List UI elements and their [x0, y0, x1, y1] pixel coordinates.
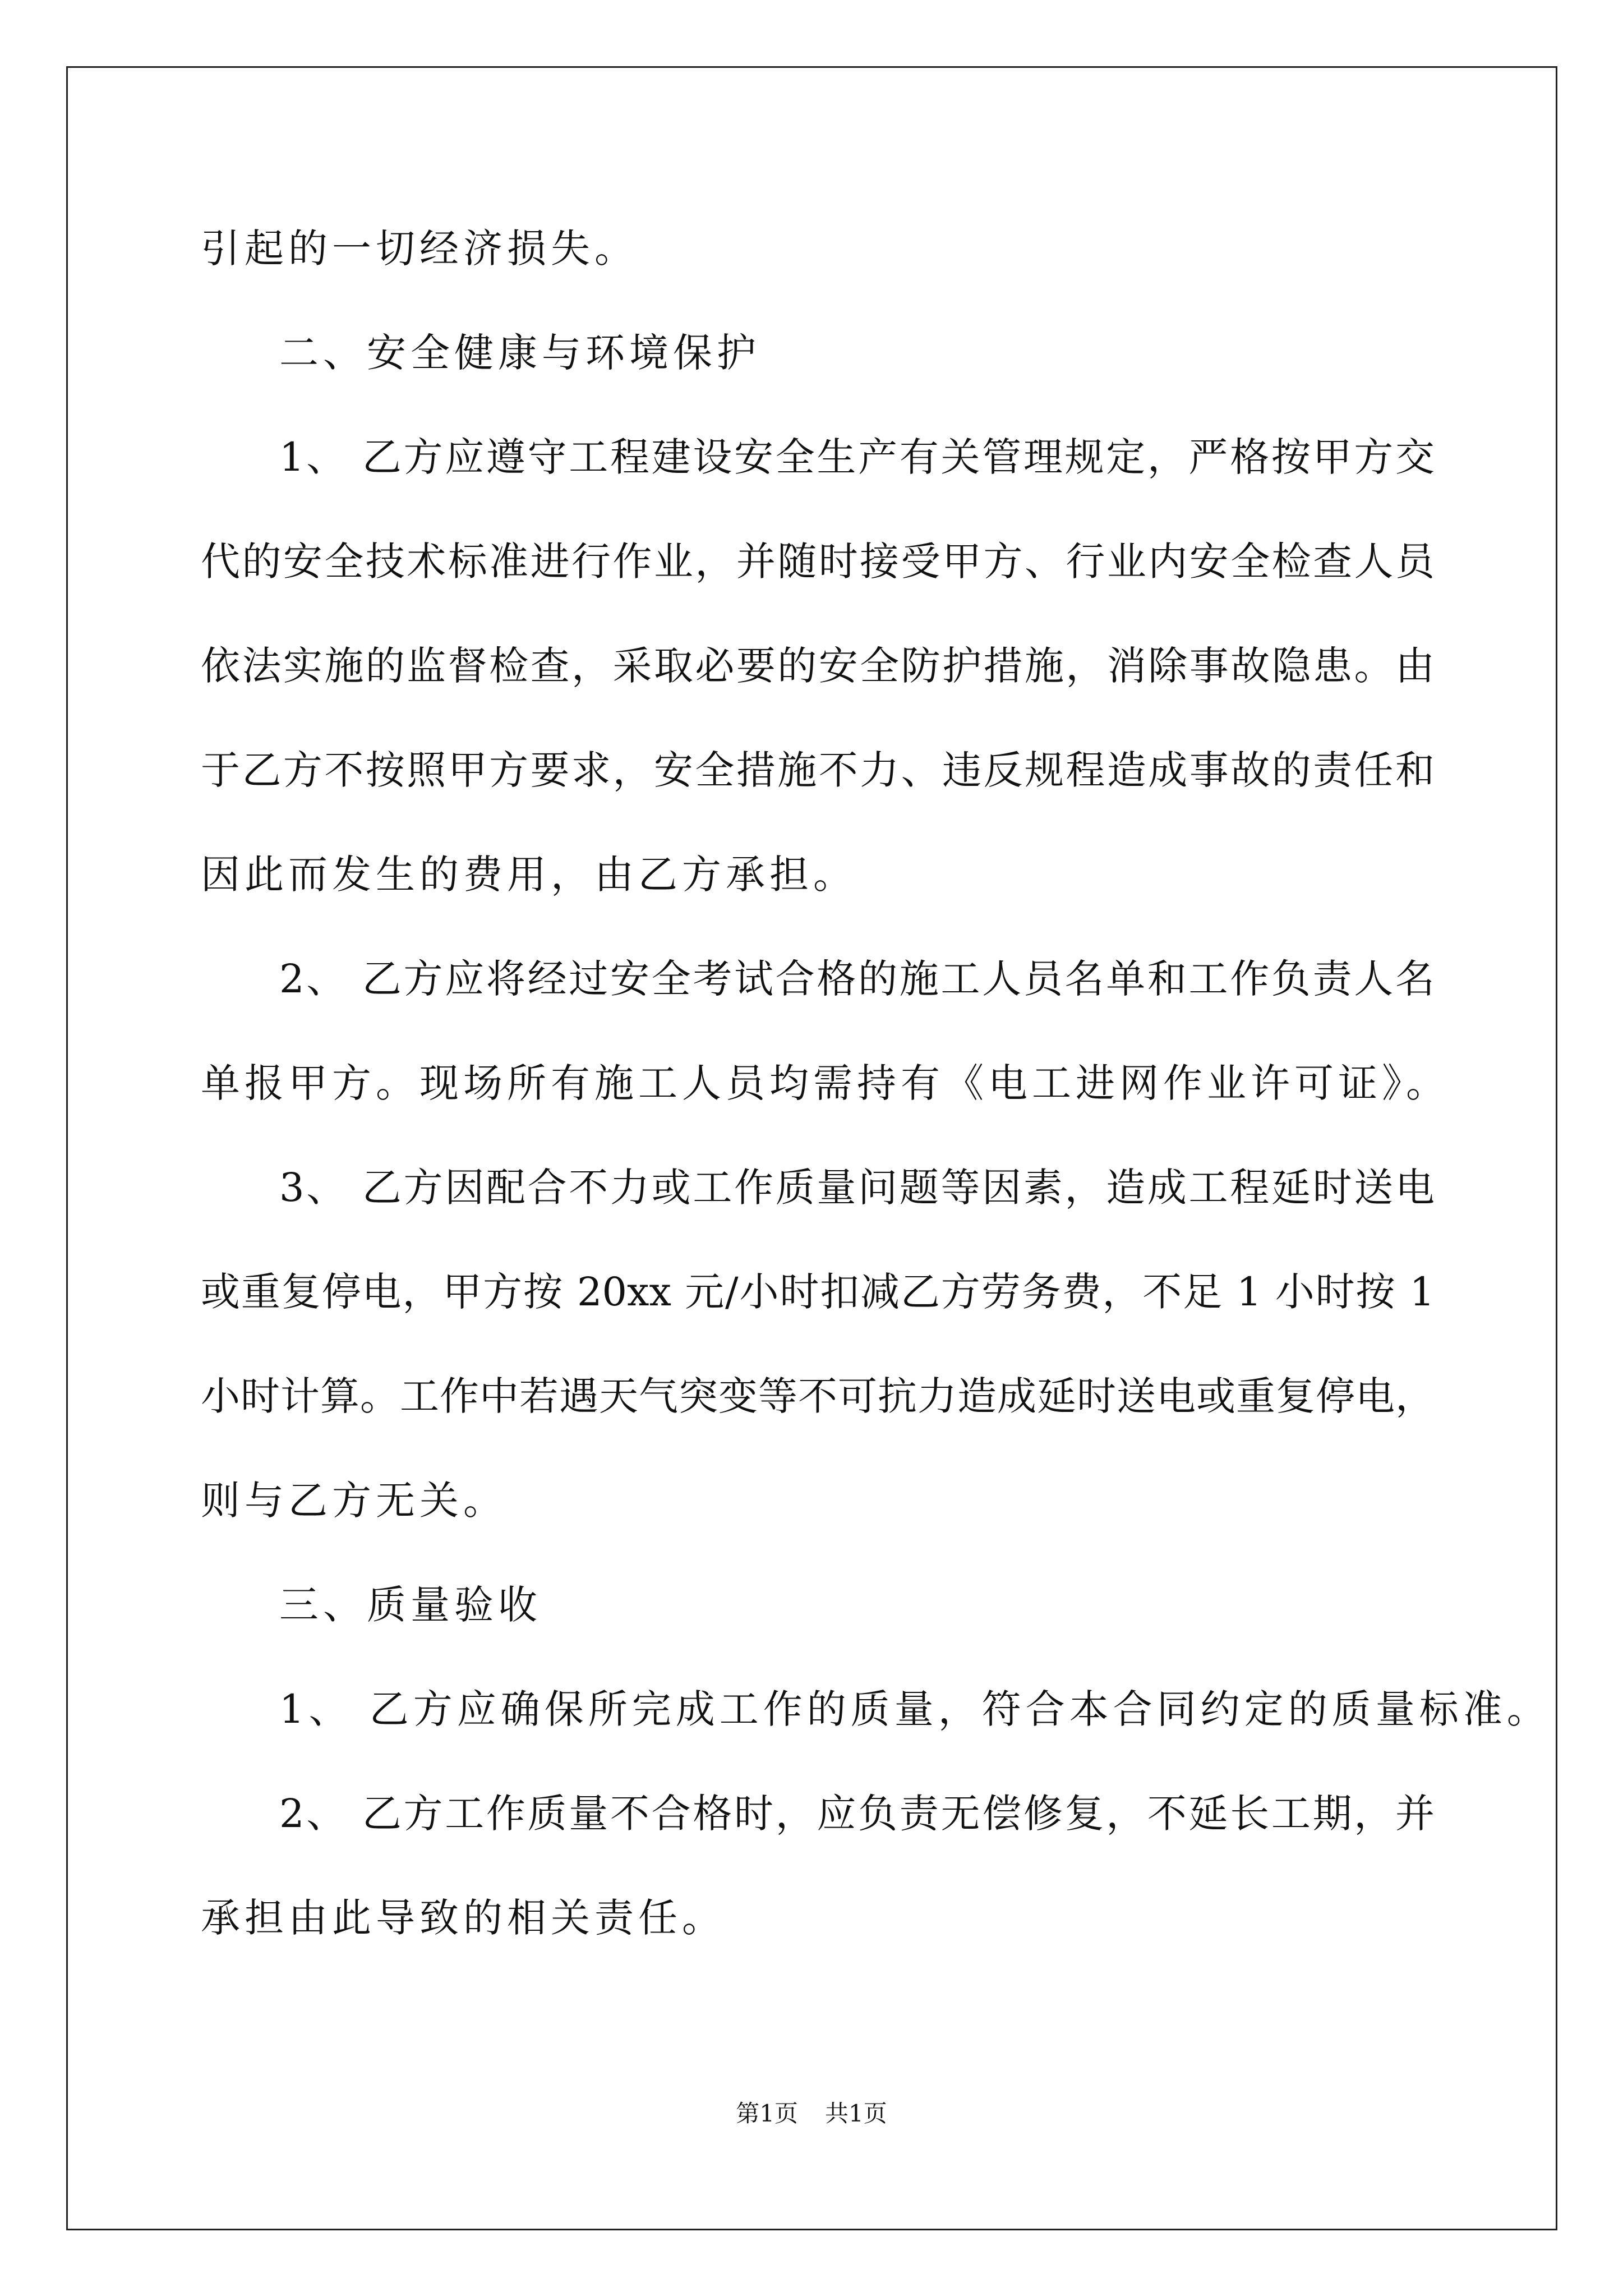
text-line: 单报甲方。现场所有施工人员均需持有《电工进网作业许可证》。 — [201, 1060, 1450, 1106]
section-heading: 三、质量验收 — [279, 1582, 542, 1628]
page-number: 第1页 — [736, 2100, 798, 2127]
text-line: 1、 乙方应遵守工程建设安全生产有关管理规定，严格按甲方交 — [279, 434, 1435, 480]
text-line: 则与乙方无关。 — [201, 1478, 507, 1524]
text-line: 承担由此导致的相关责任。 — [201, 1895, 726, 1941]
text-line: 3、 乙方因配合不力或工作质量问题等因素，造成工程延时送电 — [279, 1165, 1435, 1211]
text-line: 2、 乙方应将经过安全考试合格的施工人员名单和工作负责人名 — [279, 956, 1435, 1002]
text-line: 代的安全技术标准进行作业，并随时接受甲方、行业内安全检查人员 — [201, 539, 1435, 585]
text-line: 于乙方不按照甲方要求，安全措施不力、违反规程造成事故的责任和 — [201, 747, 1435, 793]
page-total: 共1页 — [825, 2100, 887, 2127]
text-line: 或重复停电，甲方按 20xx 元/小时扣减乙方劳务费，不足 1 小时按 1 — [201, 1269, 1435, 1315]
document-body — [201, 196, 1551, 1970]
text-line: 因此而发生的费用，由乙方承担。 — [201, 852, 857, 898]
text-line: 依法实施的监督检查，采取必要的安全防护措施，消除事故隐患。由 — [201, 643, 1435, 689]
section-heading: 二、安全健康与环境保护 — [279, 330, 760, 376]
text-line: 1、 乙方应确保所完成工作的质量，符合本合同约定的质量标准。 — [279, 1686, 1551, 1732]
text-line: 2、 乙方工作质量不合格时，应负责无偿修复，不延长工期，并 — [279, 1791, 1435, 1837]
text-line: 小时计算。工作中若遇天气突变等不可抗力造成延时送电或重复停电， — [201, 1373, 1435, 1419]
text-line: 引起的一切经济损失。 — [201, 226, 638, 272]
page-footer — [0, 2097, 1623, 2131]
